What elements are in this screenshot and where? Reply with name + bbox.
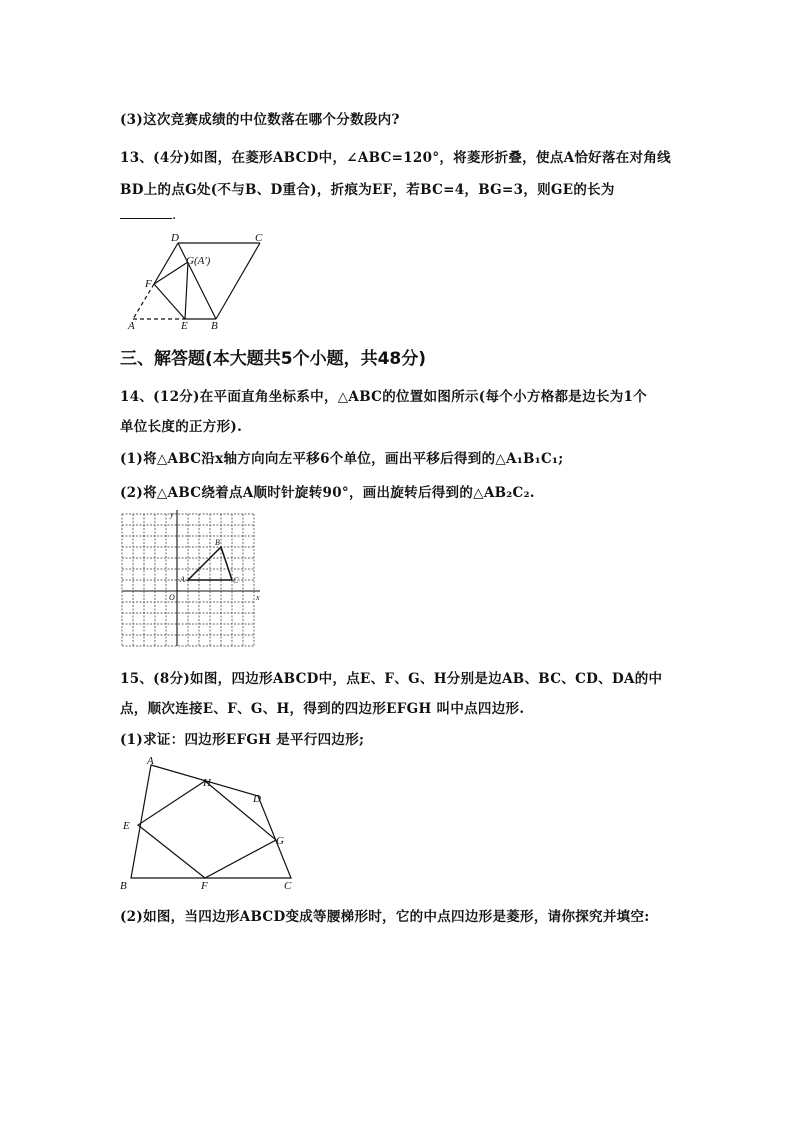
q15-line1: 15、(8分)如图，四边形ABCD中，点E、F、G、H分别是边AB、BC、CD、DA的中 [120,671,663,687]
q15-part1: (1)求证：四边形EFGH 是平行四边形; [120,732,365,748]
segment-FG [154,262,188,284]
segment-GE [185,262,188,319]
label-H: H [203,777,211,789]
rhombus-figure [120,230,280,335]
edge-CB [216,243,260,319]
label-O: O [169,593,175,602]
label-F: F [145,278,152,290]
label-E: E [123,820,130,832]
label-B: B [120,880,127,892]
q13-line2: BD上的点G处(不与B、D重合)，折痕为EF，若BC=4，BG=3，则GE的长为 [120,182,615,198]
q14-part1: (1)将△ABC沿x轴方向向左平移6个单位，画出平移后得到的△A₁B₁C₁; [120,451,564,467]
q13-answer-line [120,206,177,223]
label-B: B [215,538,220,547]
label-A: A [128,320,135,332]
label-x: x [256,593,260,602]
q15-part2: (2)如图，当四边形ABCD变成等腰梯形时，它的中点四边形是菱形，请你探究并填空: [120,909,650,925]
section3-title: 三、解答题(本大题共5个小题，共48分) [120,349,427,369]
fold-EF [154,284,185,319]
q14-part2: (2)将△ABC绕着点A顺时针旋转90°，画出旋转后得到的△AB₂C₂. [120,485,535,501]
q14-line1: 14、(12分)在平面直角坐标系中，△ABC的位置如图所示(每个小方格都是边长为1个 [120,389,647,405]
coordinate-grid [121,510,266,655]
edge-DF [154,243,178,284]
label-G: G [276,835,284,847]
answer-blank [120,206,172,219]
q15-line2: 点，顺次连接E、F、G、H，得到的四边形EFGH 叫中点四边形. [120,701,525,717]
label-D: D [253,793,261,805]
label-A: A [147,755,154,767]
label-B: B [211,320,218,332]
q13-line1: 13、(4分)如图，在菱形ABCD中，∠ABC=120°，将菱形折叠，使点A恰好落在对角线 [120,150,671,166]
label-E: E [181,320,188,332]
q14-line2: 单位长度的正方形). [120,419,243,435]
label-C: C [233,576,239,585]
quadrilateral-figure [118,756,303,896]
quad-ABCD [131,765,291,878]
label-D: D [171,232,179,244]
q12-part3: (3)这次竞赛成绩的中位数落在哪个分数段内? [120,112,400,128]
label-C: C [284,880,292,892]
q13-end: . [172,207,177,223]
label-A: A [180,575,185,584]
label-G: G(A') [186,255,211,267]
label-y: y [170,510,174,519]
label-F: F [201,880,208,892]
label-C: C [255,232,263,244]
